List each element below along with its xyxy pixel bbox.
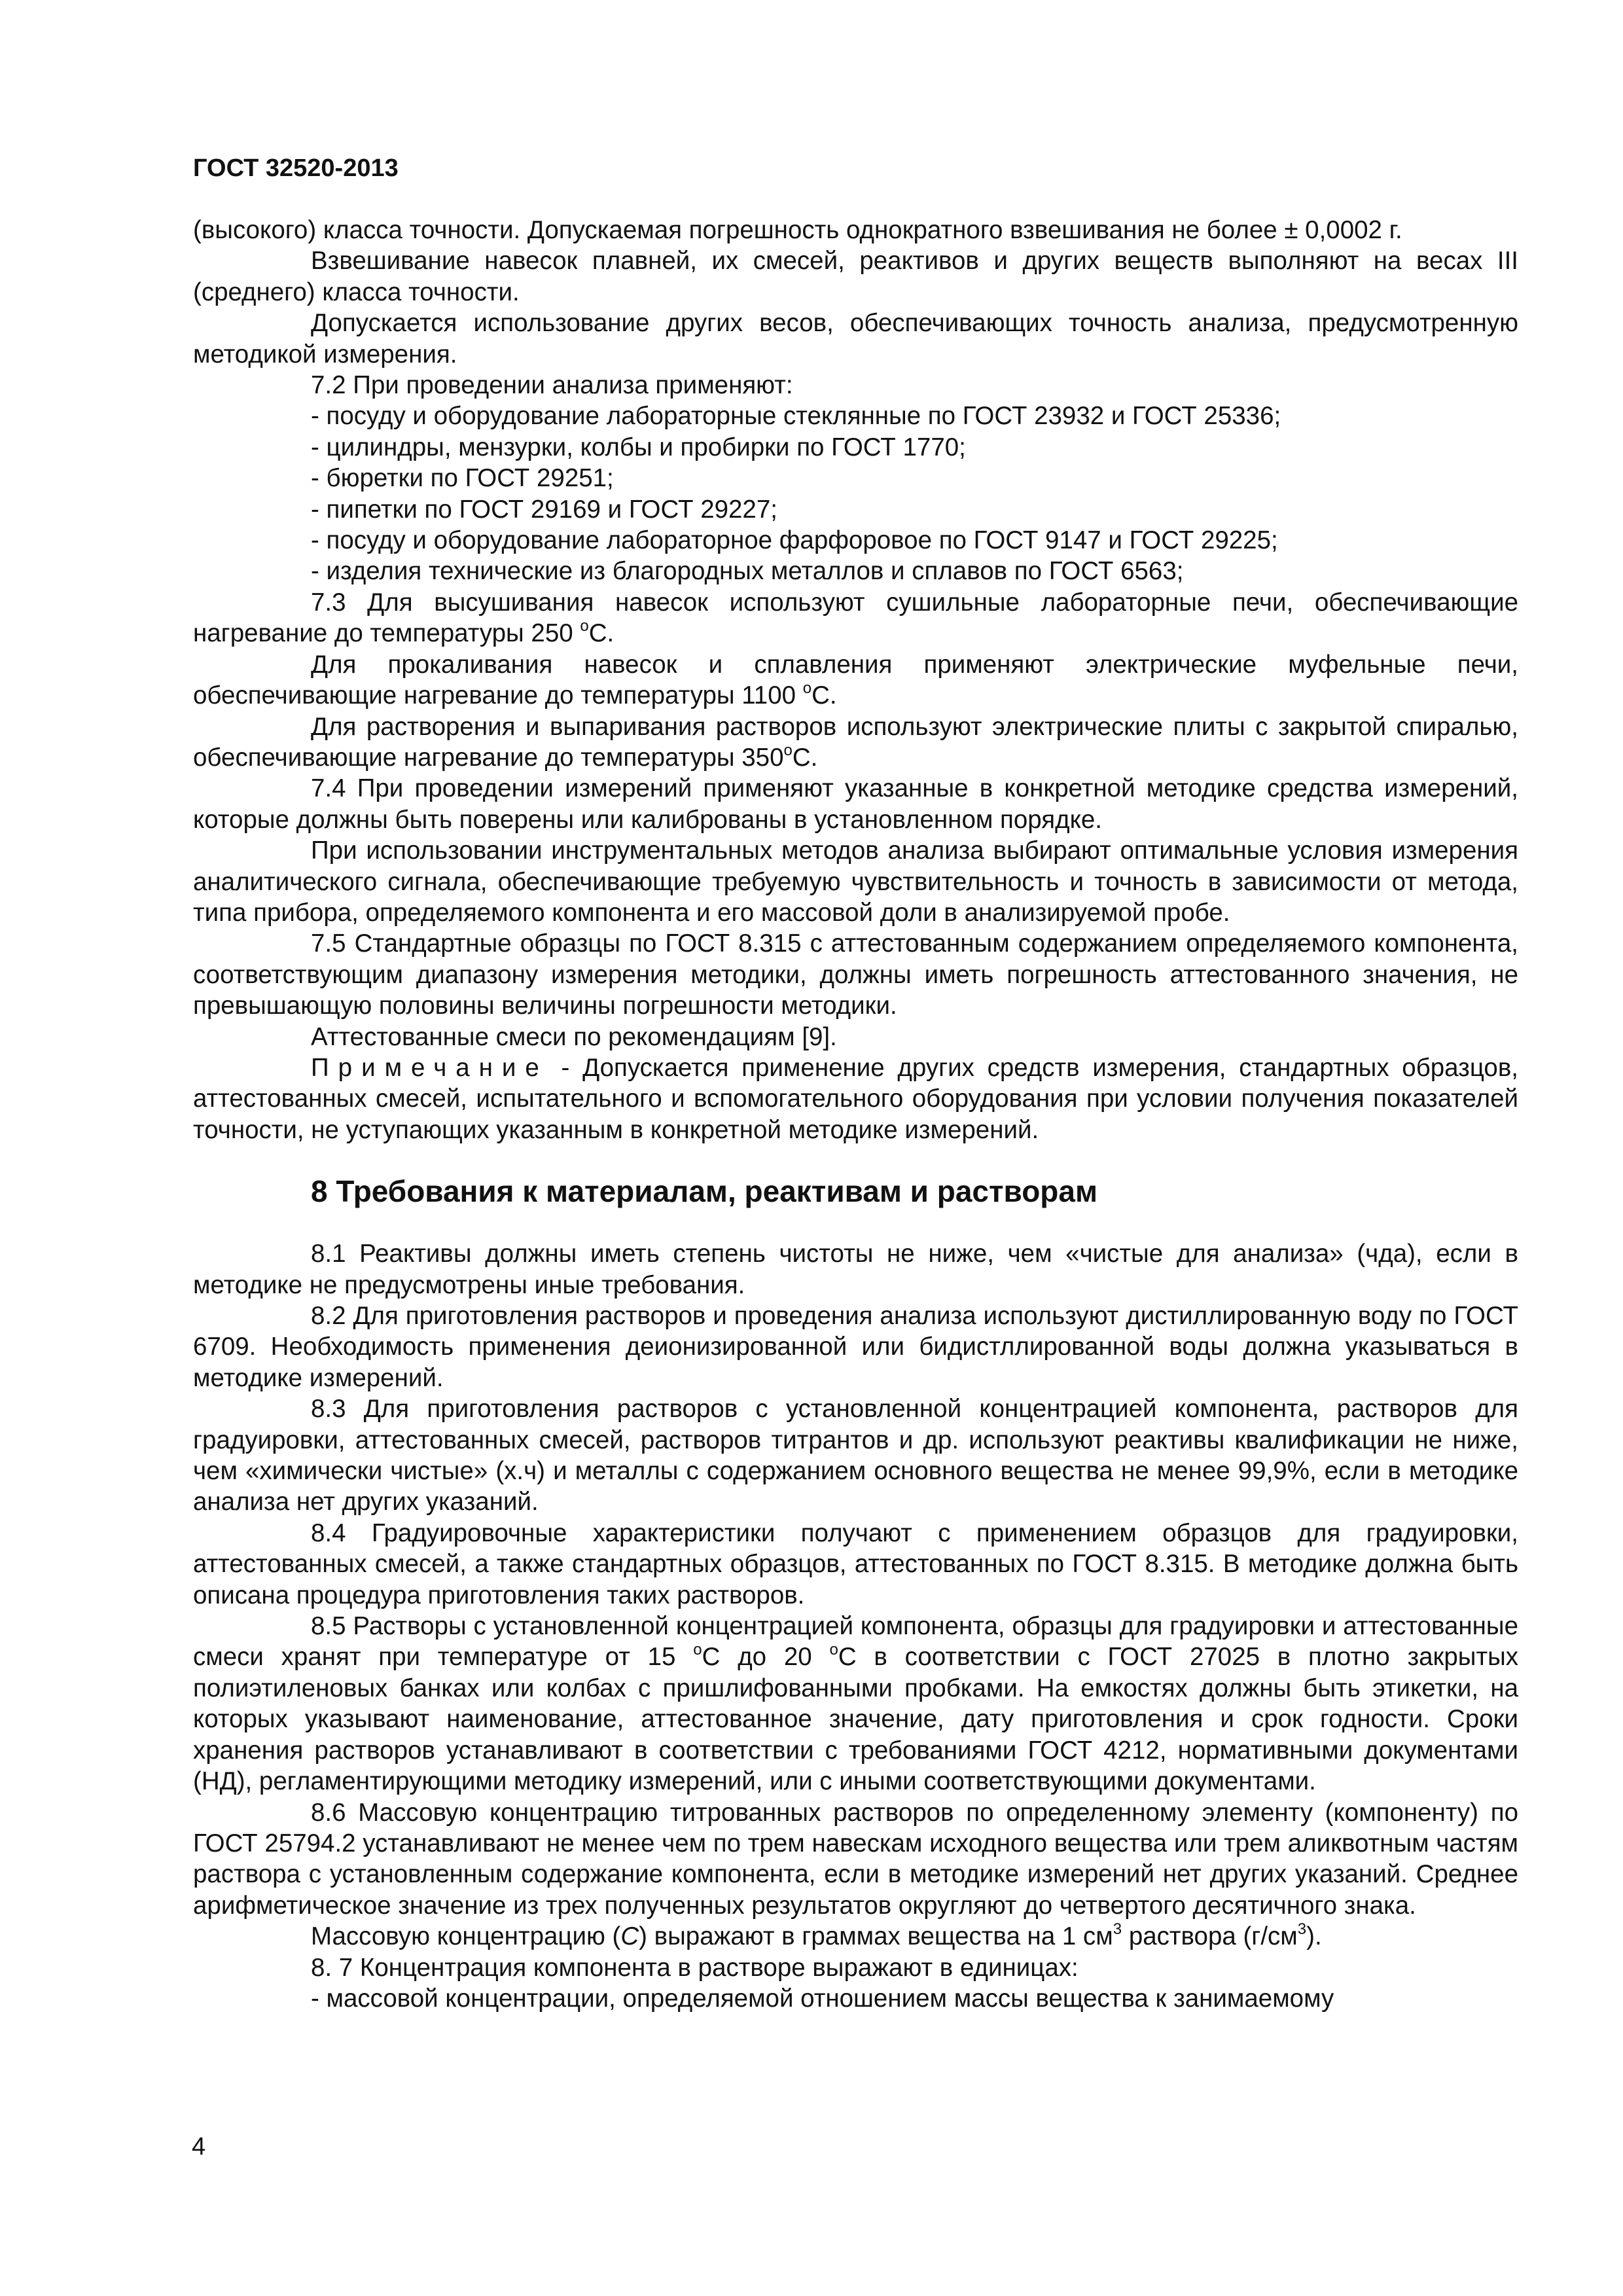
degree-sign: o	[580, 617, 589, 636]
paragraph: 7.2 При проведении анализа применяют:	[311, 371, 793, 400]
paragraph: 8. 7 Концентрация компонента в растворе выражают в единицах:	[311, 1953, 1079, 1982]
document-header: ГОСТ 32520-2013	[193, 154, 399, 182]
text-run: С.	[588, 619, 615, 648]
note-text: - Допускается применение других средств измерения, стандартных образцов, аттестованных смесей, испытательного и вспомогательного оборудования при условии получения показателей точности, не уступающих указанным в конкретной методике измерений.	[193, 1053, 1518, 1144]
list-item: - цилиндры, мензурки, колбы и пробирки по ГОСТ 1770;	[311, 433, 966, 461]
list-item: - посуду и оборудование лабораторное фарфоровое по ГОСТ 9147 и ГОСТ 29225;	[311, 526, 1278, 555]
paragraph: 8.6 Массовую концентрацию титрованных растворов по определенному элементу (компоненту) по ГОСТ 25794.2 устанавливают не менее чем по трем навескам исходного вещества или трем аликвотным частям раствора с установленным содержание компонента, если в методике измерений нет других указаний. Среднее арифметическое значение из трех полученных результатов округляют до четвертого десятичного знака.	[193, 1798, 1518, 1920]
text-run: С до 20	[702, 1643, 830, 1672]
paragraph: 7.5 Стандартные образцы по ГОСТ 8.315 с аттестованным содержанием определяемого компонента, соответствующим диапазону измерения методики, должны иметь погрешность аттестованного значения, не превышающую половины величины погрешности методики.	[193, 929, 1518, 1020]
paragraph: Допускается использование других весов, обеспечивающих точность анализа, предусмотренную методикой измерения.	[193, 309, 1518, 368]
note-label: Примечание	[311, 1053, 548, 1082]
text-run: раствора (г/см	[1122, 1922, 1298, 1951]
list-item: - пипетки по ГОСТ 29169 и ГОСТ 29227;	[311, 495, 777, 524]
note	[193, 1052, 1518, 1145]
list-item: - посуду и оборудование лабораторные стеклянные по ГОСТ 23932 и ГОСТ 25336;	[311, 402, 1281, 431]
paragraph	[193, 1921, 1518, 1952]
paragraph: (высокого) класса точности. Допускаемая погрешность однократного взвешивания не более ± 0,0002 г.	[193, 216, 1402, 244]
text-run: Для прокаливания навесок и сплавления применяют электрические муфельные печи, обеспечивающие нагревание до температуры 1100	[193, 650, 1518, 710]
text-run: 7.3 Для высушивания навесок используют сушильные лабораторные печи, обеспечивающие нагревание до температуры 250	[193, 588, 1518, 648]
cube-superscript: 3	[1297, 1920, 1307, 1939]
document-body	[193, 215, 1518, 2014]
variable-c: С	[620, 1922, 639, 1951]
section-heading: 8 Требования к материалам, реактивам и растворам	[311, 1174, 1097, 1209]
paragraph: 8.3 Для приготовления растворов с установленной концентрацией компонента, растворов для градуировки, аттестованных смесей, растворов титрантов и др. используют реактивы квалификации не ниже, чем «химически чистые» (х.ч) и металлы с содержанием основного вещества не менее 99,9%, если в методике анализа нет других указаний.	[193, 1395, 1518, 1516]
text-run: Массовую концентрацию (	[311, 1922, 621, 1951]
text-run: С в соответствии с ГОСТ 27025 в плотно закрытых полиэтиленовых банках или колбах с пришлифованными пробками. На емкостях должны быть этикетки, на которых указывают наименование, аттестованное значение, дату приготовления и срок годности. Сроки хранения растворов устанавливают в соответствии с требованиями ГОСТ 4212, нормативными документами (НД), регламентирующими методику измерений, или с иными соответствующими документами.	[193, 1643, 1518, 1796]
cube-superscript: 3	[1113, 1920, 1122, 1939]
text-run: С.	[812, 681, 837, 710]
paragraph: 8.2 Для приготовления растворов и проведения анализа используют дистиллированную воду по ГОСТ 6709. Необходимость применения деионизированной или бидистллированной воды должна указываться в методике измерений.	[193, 1302, 1518, 1392]
text-run: С.	[792, 743, 818, 772]
paragraph: Взвешивание навесок плавней, их смесей, реактивов и других веществ выполняют на весах III (среднего) класса точности.	[193, 247, 1518, 306]
degree-sign: o	[783, 741, 793, 759]
page-number: 4	[192, 2133, 206, 2161]
degree-sign: o	[693, 1641, 702, 1659]
paragraph	[193, 711, 1518, 774]
paragraph: 8.1 Реактивы должны иметь степень чистоты не ниже, чем «чистые для анализа» (чда), если в методике не предусмотрены иные требования.	[193, 1240, 1518, 1299]
paragraph	[193, 649, 1518, 711]
text-run: 8.5 Растворы с установленной концентрацией компонента, образцы для градуировки и аттестованные смеси хранят при температуре от 15	[193, 1612, 1518, 1672]
paragraph	[193, 1611, 1518, 1797]
paragraph	[193, 587, 1518, 649]
list-item: - изделия технические из благородных металлов и сплавов по ГОСТ 6563;	[311, 557, 1184, 586]
list-item: - бюретки по ГОСТ 29251;	[311, 464, 614, 493]
paragraph: 8.4 Градуировочные характеристики получают с применением образцов для градуировки, аттестованных смесей, а также стандартных образцов, аттестованных по ГОСТ 8.315. В методике должна быть описана процедура приготовления таких растворов.	[193, 1518, 1518, 1609]
text-run: ).	[1306, 1922, 1322, 1951]
degree-sign: o	[829, 1641, 838, 1659]
paragraph: Аттестованные смеси по рекомендациям [9].	[311, 1022, 837, 1051]
paragraph: При использовании инструментальных методов анализа выбирают оптимальные условия измерения аналитического сигнала, обеспечивающие требуемую чувствительность и точность в зависимости от метода, типа прибора, определяемого компонента и его массовой доли в анализируемой пробе.	[193, 836, 1518, 927]
paragraph: 7.4 При проведении измерений применяют указанные в конкретной методике средства измерений, которые должны быть поверены или калиброваны в установленном порядке.	[193, 774, 1518, 834]
text-run: Для растворения и выпаривания растворов используют электрические плиты с закрытой спиралью, обеспечивающие нагревание до температуры 350	[193, 712, 1518, 772]
paragraph: - массовой концентрации, определяемой отношением массы вещества к занимаемому	[311, 1984, 1334, 2013]
text-run: ) выражают в граммах вещества на 1 см	[639, 1922, 1113, 1951]
degree-sign: o	[802, 679, 812, 698]
